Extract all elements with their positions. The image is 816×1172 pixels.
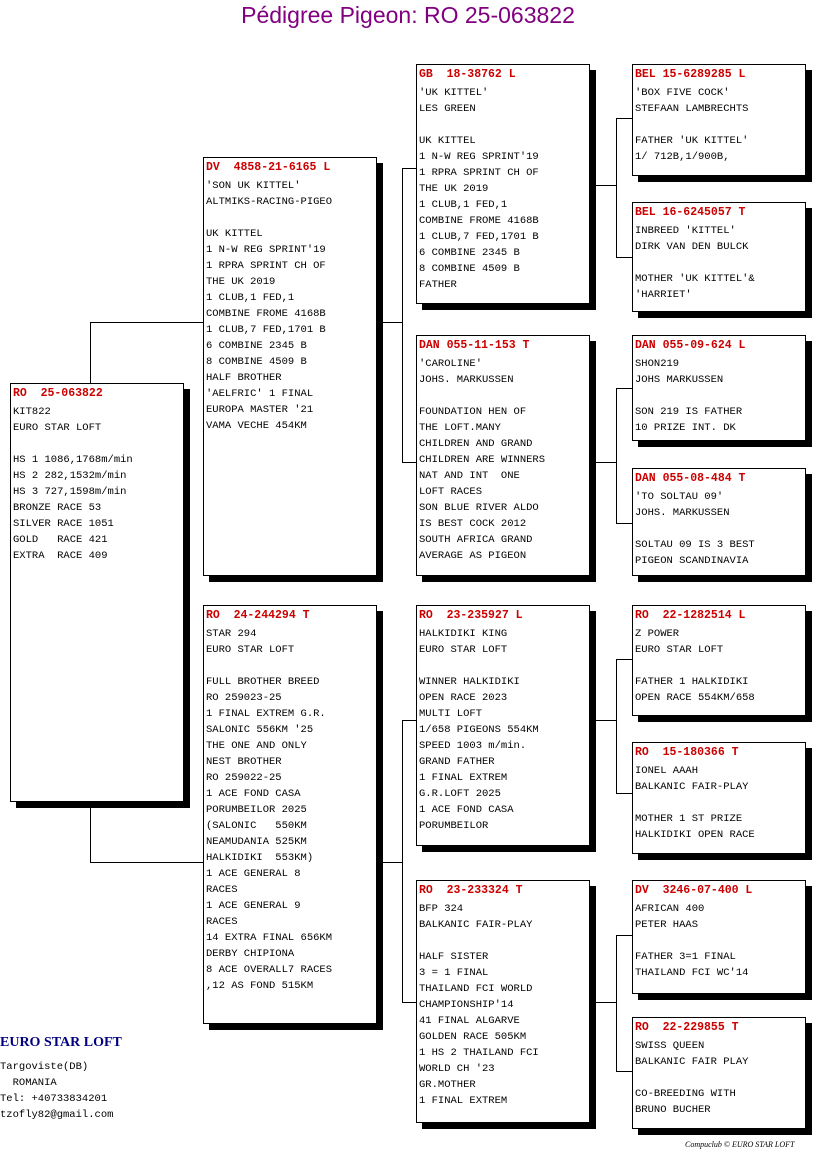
dds-card — [632, 880, 806, 994]
connector — [616, 118, 617, 258]
ring-number: RO 22-1282514 L — [635, 609, 746, 622]
dsd-card — [632, 742, 806, 854]
loft-contact: Targoviste(DB) ROMANIA Tel: +40733834201 tzofly82@gmail.com — [0, 1061, 114, 1121]
subject-card — [10, 383, 184, 802]
connector — [90, 862, 204, 863]
connector — [90, 802, 91, 863]
connector — [90, 322, 91, 384]
pigeon-details: IONEL AAAH BALKANIC FAIR-PLAY MOTHER 1 ST PRIZE HALKIDIKI OPEN RACE — [635, 765, 755, 841]
ring-number: RO 23-235927 L — [419, 609, 523, 622]
pigeon-details: AFRICAN 400 PETER HAAS FATHER 3=1 FINAL THAILAND FCI WC'14 — [635, 903, 749, 979]
pigeon-details: HALKIDIKI KING EURO STAR LOFT WINNER HALKIDIKI OPEN RACE 2023 MULTI LOFT 1/658 PIGEONS 554KM SPEED 1003 m/min. GRAND FATHER 1 FINAL EXTREM G.R.LOFT 2025 1 ACE FOND CASA PORUMBEILOR — [419, 628, 539, 832]
pigeon-details: 'SON UK KITTEL' ALTMIKS-RACING-PIGEO UK KITTEL 1 N-W REG SPRINT'19 1 RPRA SPRINT CH OF THE UK 2019 1 CLUB,1 FED,1 COMBINE FROME 4168B 1 CLUB,7 FED,1701 B 6 COMBINE 2345 B 8 COMBINE 4509 B HALF BROTHER 'AELFRIC' 1 FINAL EUROPA MASTER '21 VAMA VECHE 454KM — [206, 180, 333, 432]
dam-card — [203, 605, 377, 1024]
sdd-card — [632, 468, 806, 576]
pigeon-details: SWISS QUEEN BALKANIC FAIR PLAY CO-BREEDING WITH BRUNO BUCHER — [635, 1040, 749, 1116]
ring-number: DV 4858-21-6165 L — [206, 161, 331, 174]
pigeon-details: KIT822 EURO STAR LOFT HS 1 1086,1768m/min HS 2 282,1532m/min HS 3 727,1598m/min BRONZE RACE 53 SILVER RACE 1051 GOLD RACE 421 EXTRA RACE 409 — [13, 406, 133, 562]
connector — [596, 462, 616, 463]
dam-dam-card — [416, 880, 590, 1123]
ring-number: RO 25-063822 — [13, 387, 103, 400]
connector — [616, 1071, 633, 1072]
pigeon-details: BFP 324 BALKANIC FAIR-PLAY HALF SISTER 3 = 1 FINAL THAILAND FCI WORLD CHAMPIONSHIP'14 41 FINAL ALGARVE GOLDEN RACE 505KM 1 HS 2 THAILAND FCI WORLD CH '23 GR.MOTHER 1 FINAL EXTREM — [419, 903, 539, 1107]
pigeon-details: 'UK KITTEL' LES GREEN UK KITTEL 1 N-W REG SPRINT'19 1 RPRA SPRINT CH OF THE UK 2019 1 CLUB,1 FED,1 COMBINE FROME 4168B 1 CLUB,7 FED,1701 B 6 COMBINE 2345 B 8 COMBINE 4509 B FATHER — [419, 87, 539, 291]
connector — [383, 862, 402, 863]
pigeon-details: SHON219 JOHS MARKUSSEN SON 219 IS FATHER 10 PRIZE INT. DK — [635, 358, 743, 434]
ring-number: RO 23-233324 T — [419, 884, 523, 897]
pigeon-details: 'CAROLINE' JOHS. MARKUSSEN FOUNDATION HEN OF THE LOFT.MANY CHILDREN AND GRAND CHILDREN ARE WINNERS NAT AND INT ONE LOFT RACES SON BLUE RIVER ALDO IS BEST COCK 2012 SOUTH AFRICA GRAND AVERAGE AS PIGEON — [419, 358, 546, 562]
pigeon-details: STAR 294 EURO STAR LOFT FULL BROTHER BREED RO 259023-25 1 FINAL EXTREM G.R. SALONIC 556KM '25 THE ONE AND ONLY NEST BROTHER RO 259022-25 1 ACE FOND CASA PORUMBEILOR 2025 (SALONIC 550KM NEAMUDANIA 525KM HALKIDIKI 553KM) 1 ACE GENERAL 8 RACES 1 ACE GENERAL 9 RACES 14 EXTRA FINAL 656KM DERBY CHIPIONA 8 ACE OVERALL7 RACES ,12 AS FOND 515KM — [206, 628, 333, 992]
connector — [596, 185, 616, 186]
connector — [90, 322, 204, 323]
ring-number: BEL 15-6289285 L — [635, 68, 746, 81]
ring-number: DAN 055-09-624 L — [635, 339, 746, 352]
connector — [616, 935, 617, 1072]
connector — [616, 388, 617, 524]
connector — [402, 720, 403, 1003]
ring-number: DAN 055-08-484 T — [635, 472, 746, 485]
connector — [402, 1002, 417, 1003]
connector — [616, 659, 633, 660]
connector — [402, 720, 417, 721]
page-title: Pédigree Pigeon: RO 25-063822 — [241, 2, 575, 28]
ring-number: DV 3246-07-400 L — [635, 884, 753, 897]
sire-dam-card — [416, 335, 590, 576]
connector — [616, 793, 633, 794]
connector — [402, 168, 417, 169]
ring-number: RO 15-180366 T — [635, 746, 739, 759]
sire-sire-card — [416, 64, 590, 304]
pigeon-details: INBREED 'KITTEL' DIRK VAN DEN BULCK MOTHER 'UK KITTEL'& 'HARRIET' — [635, 225, 755, 301]
pigeon-details: 'BOX FIVE COCK' STEFAAN LAMBRECHTS FATHER 'UK KITTEL' 1/ 712B,1/900B, — [635, 87, 749, 163]
connector — [402, 462, 417, 463]
connector — [383, 322, 402, 323]
connector — [616, 659, 617, 794]
sss-card — [632, 64, 806, 176]
footer-credit: Compuclub © EURO STAR LOFT — [685, 1140, 795, 1149]
sds-card — [632, 335, 806, 441]
connector — [596, 1002, 616, 1003]
ring-number: RO 22-229855 T — [635, 1021, 739, 1034]
sire-card — [203, 157, 377, 576]
ddd-card — [632, 1017, 806, 1129]
dss-card — [632, 605, 806, 716]
dam-sire-card — [416, 605, 590, 846]
connector — [616, 118, 633, 119]
pigeon-details: 'TO SOLTAU 09' JOHS. MARKUSSEN SOLTAU 09 IS 3 BEST PIGEON SCANDINAVIA — [635, 491, 755, 567]
ring-number: DAN 055-11-153 T — [419, 339, 530, 352]
connector — [616, 523, 633, 524]
ring-number: BEL 16-6245057 T — [635, 206, 746, 219]
pigeon-details: Z POWER EURO STAR LOFT FATHER 1 HALKIDIKI OPEN RACE 554KM/658 — [635, 628, 755, 704]
ring-number: GB 18-38762 L — [419, 68, 516, 81]
ring-number: RO 24-244294 T — [206, 609, 310, 622]
connector — [596, 720, 616, 721]
loft-name: EURO STAR LOFT — [0, 1035, 122, 1050]
connector — [616, 935, 633, 936]
connector — [616, 257, 633, 258]
connector — [616, 388, 633, 389]
ssd-card — [632, 202, 806, 312]
connector — [402, 168, 403, 462]
